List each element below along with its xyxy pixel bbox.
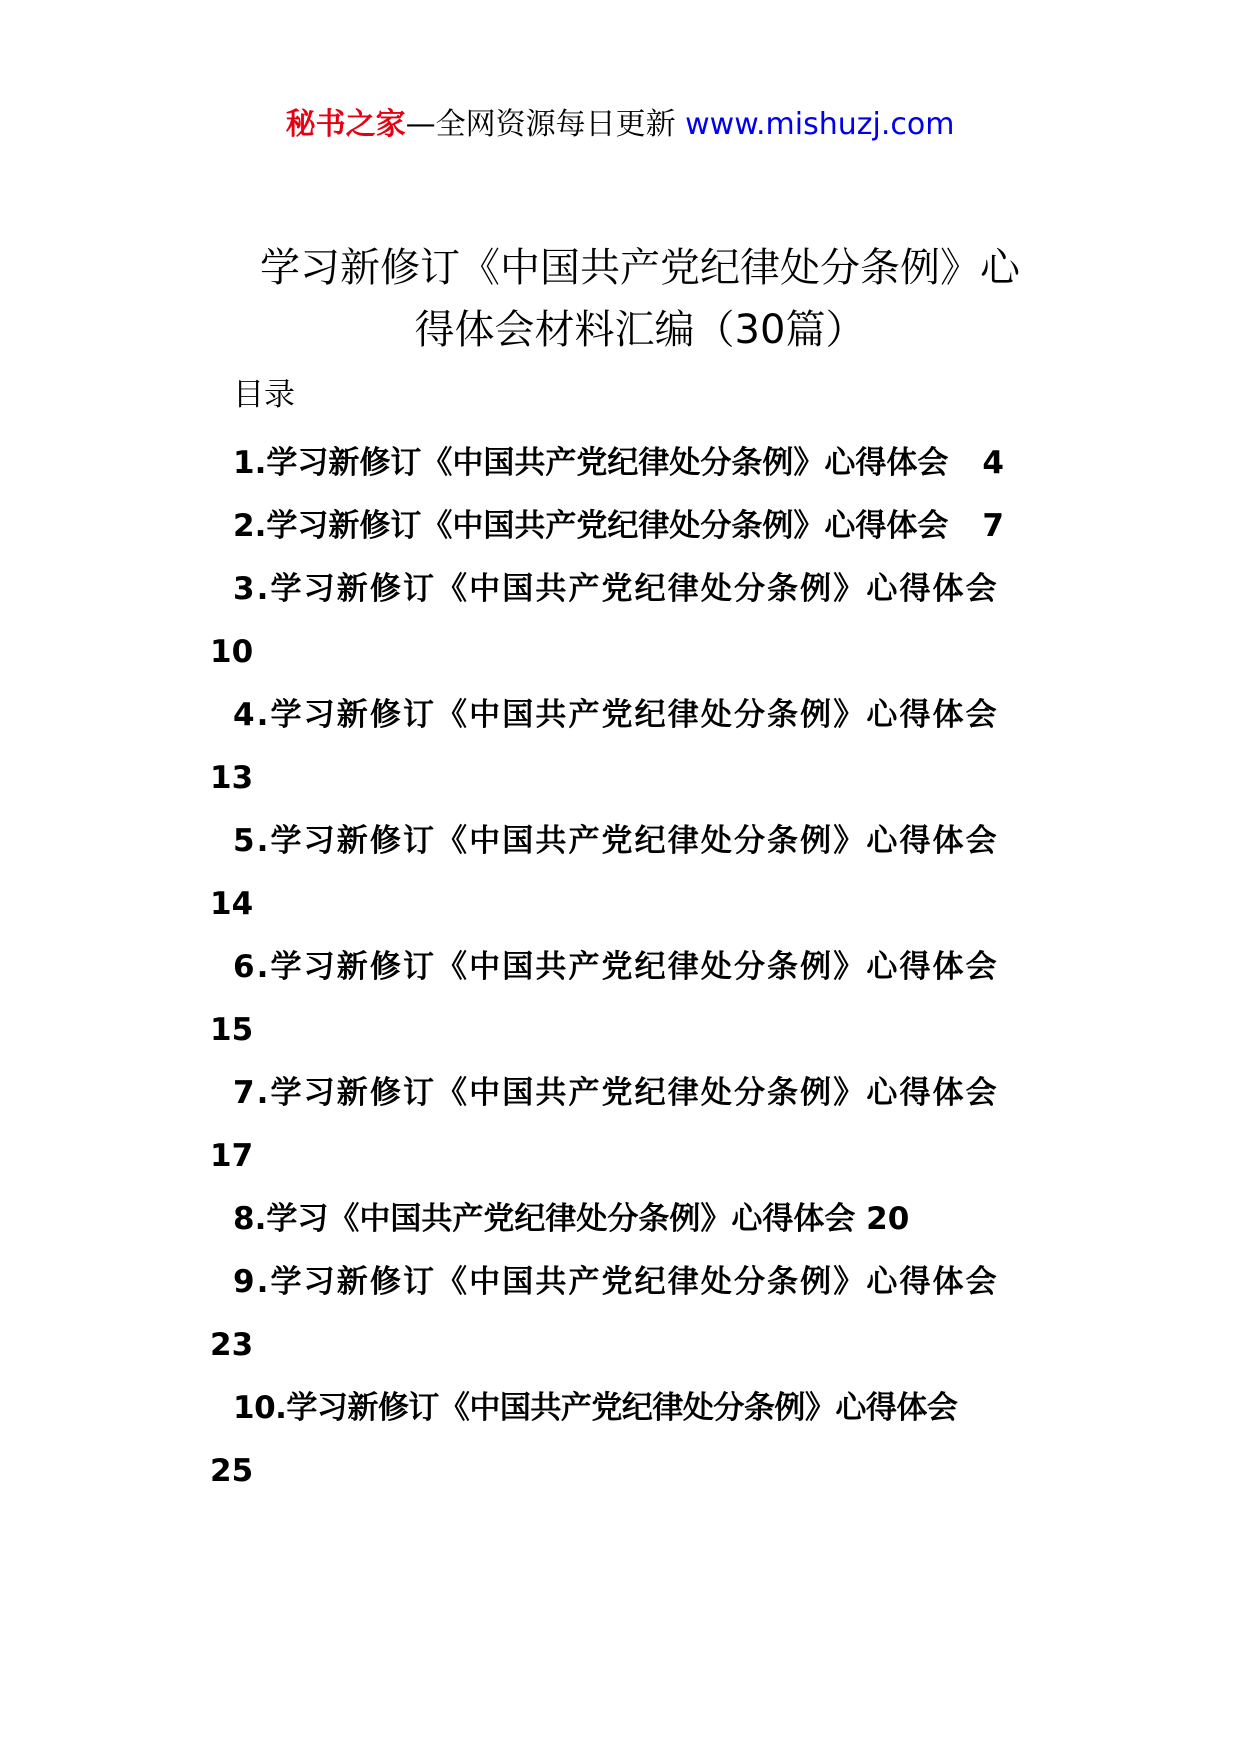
toc-entry-page: 25 (210, 1453, 254, 1489)
toc-entry[interactable] (210, 1062, 1090, 1188)
title-line-2: 得体会材料汇编（30篇） (414, 307, 866, 353)
toc-entry-title: 5.学习新修订《中国共产党纪律处分条例》心得体会 (233, 823, 999, 859)
toc-entry-title: 3.学习新修订《中国共产党纪律处分条例》心得体会 (233, 571, 999, 607)
toc-entry[interactable] (210, 432, 1090, 495)
toc-entry-page: 10 (210, 634, 254, 670)
toc-entry[interactable] (210, 810, 1090, 936)
toc-entry-page: 7 (982, 508, 1004, 544)
toc-entry-page: 20 (866, 1201, 910, 1237)
page-header (0, 100, 1240, 150)
site-link[interactable]: www.mishuzj.com (685, 107, 955, 142)
toc-entry[interactable] (210, 1251, 1090, 1377)
brand-name: 秘书之家 (285, 107, 406, 142)
table-of-contents (210, 432, 1090, 1503)
toc-entry-page: 13 (210, 760, 254, 796)
toc-entry-page: 23 (210, 1327, 254, 1363)
toc-entry[interactable] (210, 495, 1090, 558)
title-line-1: 学习新修订《中国共产党纪律处分条例》心 (260, 245, 1020, 291)
toc-entry[interactable] (210, 1377, 1090, 1503)
toc-entry-title: 2.学习新修订《中国共产党纪律处分条例》心得体会 (233, 508, 949, 544)
toc-entry-page: 15 (210, 1012, 254, 1048)
toc-entry-title: 7.学习新修订《中国共产党纪律处分条例》心得体会 (233, 1075, 999, 1111)
toc-entry-title: 4.学习新修订《中国共产党纪律处分条例》心得体会 (233, 697, 999, 733)
toc-entry-page: 17 (210, 1138, 254, 1174)
toc-entry-title: 1.学习新修订《中国共产党纪律处分条例》心得体会 (233, 445, 949, 481)
toc-entry-title: 6.学习新修订《中国共产党纪律处分条例》心得体会 (233, 949, 999, 985)
toc-entry[interactable] (210, 936, 1090, 1062)
toc-entry-page: 4 (982, 445, 1004, 481)
toc-entry[interactable] (210, 558, 1090, 684)
toc-entry[interactable] (210, 1188, 1090, 1251)
header-tagline: —全网资源每日更新 (405, 107, 676, 142)
toc-entry-title: 9.学习新修订《中国共产党纪律处分条例》心得体会 (233, 1264, 999, 1300)
toc-entry-title: 8.学习《中国共产党纪律处分条例》心得体会 (233, 1201, 856, 1237)
toc-entry[interactable] (210, 684, 1090, 810)
document-title (190, 237, 1090, 361)
toc-entry-title: 10.学习新修订《中国共产党纪律处分条例》心得体会 (233, 1390, 958, 1426)
toc-heading: 目录 (233, 377, 295, 413)
toc-entry-page: 14 (210, 886, 254, 922)
